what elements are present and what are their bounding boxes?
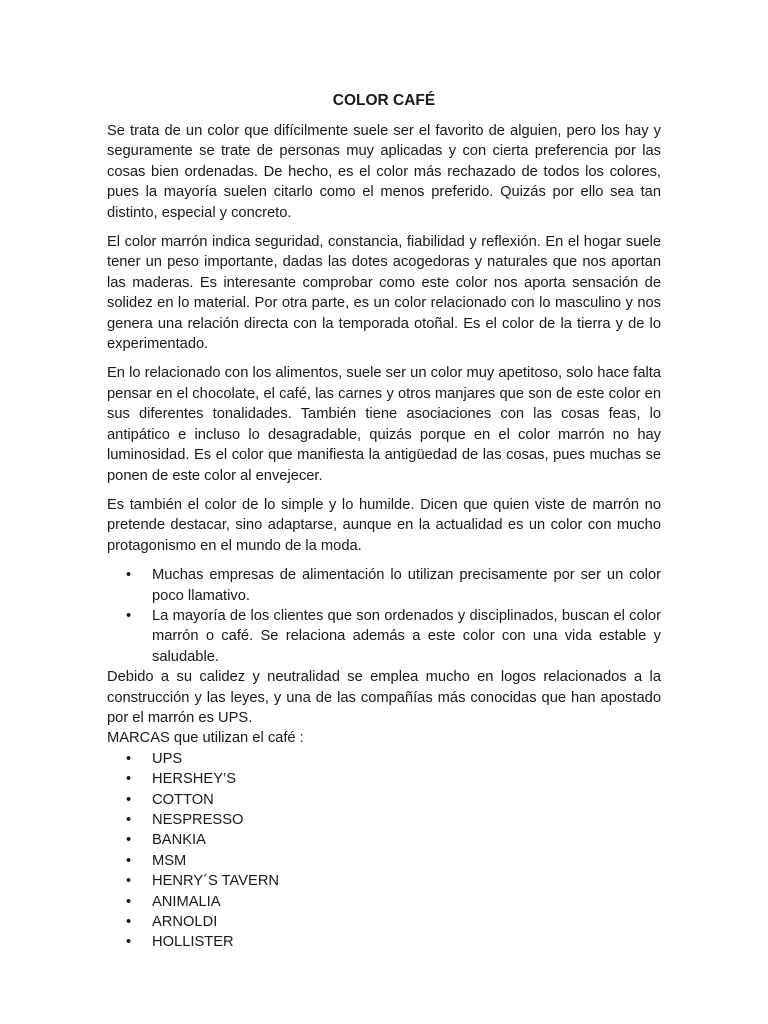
paragraph-1: Se trata de un color que difícilmente suele ser el favorito de alguien, pero los hay y seguramente se trate de personas muy aplicadas y con cierta preferencia por las cosas bien ordenadas. De hecho, es el color más rechazado de todos los colores, pues la mayoría suelen citarlo como el menos preferido. Quizás por ello sea tan distinto, especial y concreto.: [107, 123, 661, 221]
brand-name: NESPRESSO: [152, 812, 244, 828]
bullet-icon: •: [126, 832, 132, 849]
paragraph-2: El color marrón indica seguridad, constancia, fiabilidad y reflexión. En el hogar suele tener un peso importante, dadas las dotes acogedoras y naturales que nos aportan las maderas. Es interesante comprobar como este color nos aporta sensación de solidez en lo material. Por otra parte, es un color relacionado con lo masculino y nos genera una relación directa con la temporada otoñal. Es el color de la tierra y de lo experimentado.: [107, 234, 661, 353]
bullet-icon: •: [126, 934, 132, 951]
bullet-icon: •: [126, 914, 132, 931]
paragraph-3: En lo relacionado con los alimentos, suele ser un color muy apetitoso, solo hace falta pensar en el chocolate, el café, las carnes y otros manjares que son de este color en sus diferentes tonalidades. También tiene asociaciones con las cosas feas, lo antipático e incluso lo desagradable, quizás porque en el color marrón no hay luminosidad. Es el color que manifiesta la antigüedad de las cosas, pues muchas se ponen de este color al envejecer.: [107, 365, 661, 484]
bullet-icon: •: [126, 893, 132, 910]
brand-item: [107, 851, 661, 871]
bullet-icon: •: [126, 852, 132, 869]
brand-item: [107, 830, 661, 850]
list-item-text: La mayoría de los clientes que son ordenados y disciplinados, buscan el color marrón o café. Se relaciona además a este color con una vida estable y saludable.: [152, 607, 661, 665]
brand-item: [107, 769, 661, 789]
brand-name: HERSHEY’S: [152, 771, 237, 788]
bullet-icon: •: [126, 750, 132, 767]
closing-paragraph: Debido a su calidez y neutralidad se emplea mucho en logos relacionados a la construcción y las leyes, y una de las compañías más conocidas que han apostado por el marrón es UPS.: [107, 669, 661, 726]
brand-name: HOLLISTER: [152, 934, 234, 951]
bullet-icon: •: [126, 607, 132, 624]
brand-name: MSM: [152, 852, 187, 869]
brands-heading: MARCAS que utilizan el café :: [107, 730, 304, 747]
page-title: COLOR CAFÉ: [332, 92, 436, 109]
bullet-list: [107, 565, 661, 667]
list-item: [107, 565, 661, 606]
brand-item: [107, 932, 661, 952]
bullet-icon: •: [126, 791, 132, 808]
brand-item: [107, 790, 661, 810]
brand-item: [107, 810, 661, 830]
bullet-icon: •: [126, 567, 132, 584]
brand-item: [107, 892, 661, 912]
bullet-icon: •: [126, 873, 132, 890]
brand-item: [107, 912, 661, 932]
brand-name: COTTON: [152, 791, 214, 808]
brand-name: ARNOLDI: [152, 914, 218, 931]
list-item-text: Muchas empresas de alimentación lo utilizan precisamente por ser un color poco llamativo.: [152, 567, 661, 604]
bullet-icon: •: [126, 812, 132, 828]
brand-name: BANKIA: [152, 832, 206, 849]
paragraph-4: Es también el color de lo simple y lo humilde. Dicen que quien viste de marrón no pretende destacar, sino adaptarse, aunque en la actualidad es un color con mucho protagonismo en el mundo de la moda.: [107, 496, 661, 554]
brands-list: [107, 749, 661, 953]
brand-name: HENRY´S TAVERN: [152, 873, 280, 890]
brand-name: ANIMALIA: [152, 893, 221, 910]
brand-name: UPS: [152, 750, 183, 767]
brand-item: [107, 749, 661, 769]
brand-item: [107, 871, 661, 891]
document-page: [107, 90, 661, 953]
bullet-icon: •: [126, 771, 132, 788]
list-item: [107, 606, 661, 667]
